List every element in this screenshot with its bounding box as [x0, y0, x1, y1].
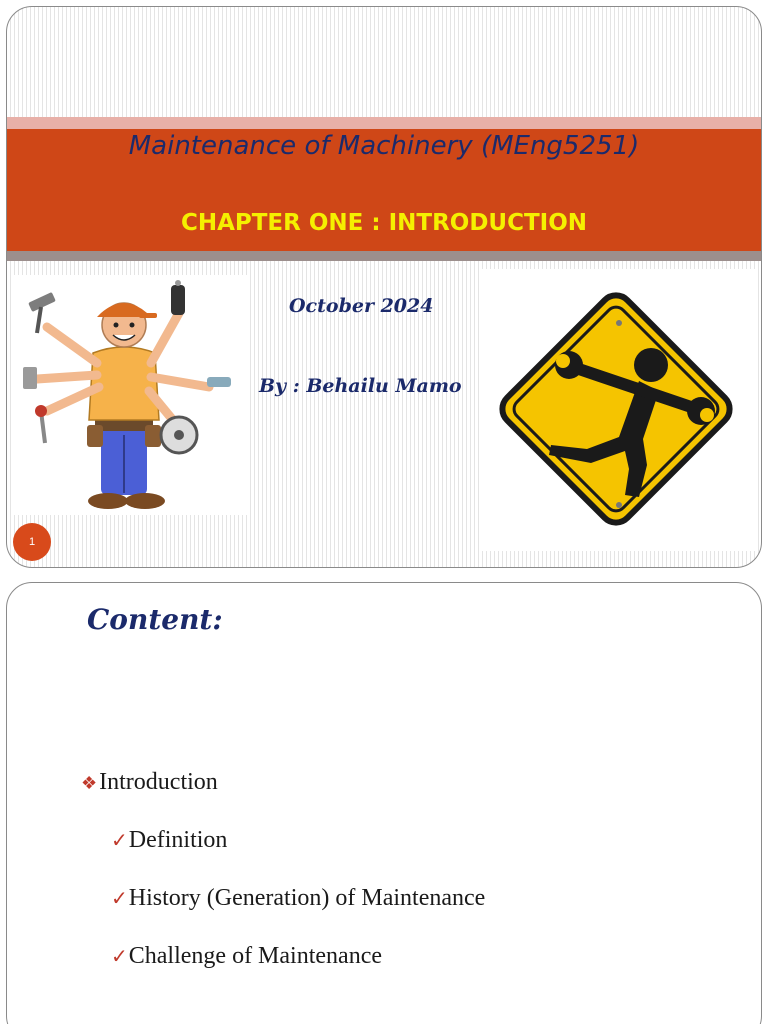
- list-item: [111, 943, 382, 970]
- content-slide: [6, 582, 762, 1024]
- title-slide: [6, 6, 762, 568]
- handyman-illustration: [11, 275, 247, 515]
- checkmark-icon: ✓: [111, 946, 128, 968]
- checkmark-icon: ✓: [111, 830, 128, 852]
- list-item: [111, 827, 227, 854]
- list-item: [111, 885, 485, 912]
- presentation-date: October 2024: [289, 295, 434, 317]
- checkmark-icon: ✓: [111, 888, 128, 910]
- diamond-bullet-icon: ❖: [81, 773, 98, 793]
- maintenance-sign-panel: [479, 269, 757, 551]
- list-item-text: Challenge of Maintenance: [128, 943, 382, 969]
- accent-strip: [7, 117, 761, 129]
- course-title: Maintenance of Machinery (MEng5251): [128, 131, 640, 161]
- list-item: [81, 769, 218, 796]
- list-item-text: Definition: [128, 827, 228, 853]
- handyman-illustration-panel: [11, 275, 247, 515]
- divider-strip: [7, 251, 761, 261]
- content-heading: Content:: [87, 603, 223, 636]
- presentation-author: By : Behailu Mamo: [259, 375, 462, 397]
- list-item-text: History (Generation) of Maintenance: [128, 885, 486, 911]
- list-item-text: Introduction: [99, 769, 218, 795]
- slide-number-badge: 1: [13, 523, 51, 561]
- chapter-title: CHAPTER ONE : INTRODUCTION: [180, 210, 588, 236]
- maintenance-warning-sign: [479, 269, 757, 551]
